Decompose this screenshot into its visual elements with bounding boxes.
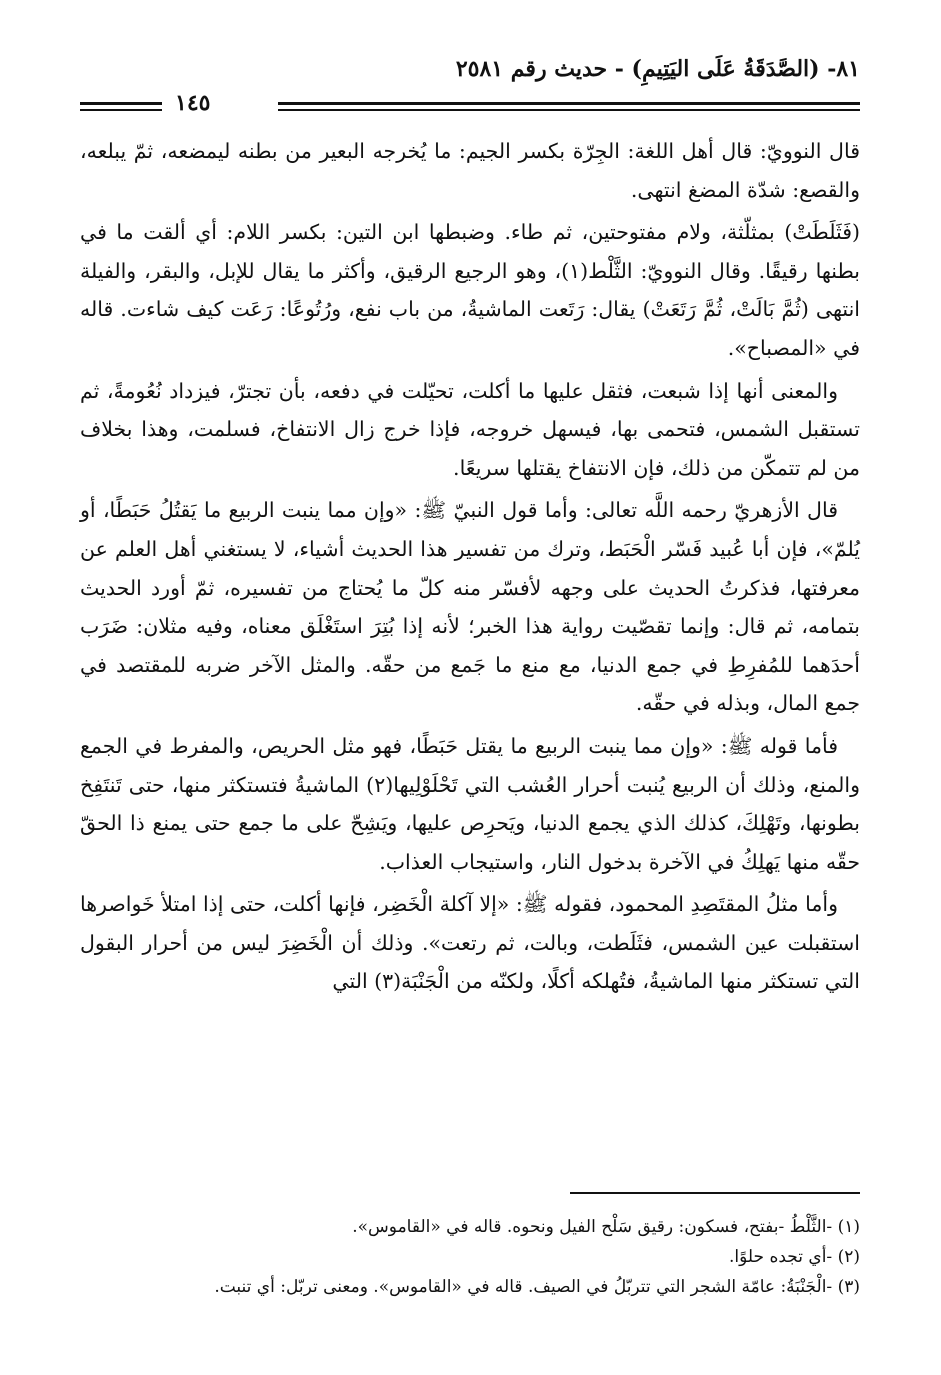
main-text bbox=[80, 132, 860, 1005]
paragraph-3: والمعنى أنها إذا شبعت، فثقل عليها ما أكلت، تحيّلت في دفعه، بأن تجترّ، فيزداد نُعُومةً، ثم تستقبل الشمس، فتحمى بها، فيسهل خروجه، فإذا خرج زال الانتفاخ، فسلمت، وهذا بخلاف من لم تتمكّن من ذلك، فإن الانتفاخ يقتلها سريعًا. bbox=[80, 378, 860, 480]
page-header bbox=[80, 52, 860, 116]
paragraph-1: قال النوويّ: قال أهل اللغة: الجِرّة بكسر الجيم: ما يُخرجه البعير من بطنه ليمضعه، ثمّ يبلعه، والقصع: شدّة المضغ انتهى. bbox=[80, 139, 860, 202]
book-page bbox=[80, 52, 860, 1342]
paragraph-5: فأما قوله ﷺ: «وإن مما ينبت الربيع ما يقتل حَبَطًا، فهو مثل الحريص، والمفرط في الجمع والمنع، وذلك أن الربيع يُنبت أحرار العُشب التي تَحْلَوْلِيها(٢) الماشيةُ فتستكثر منها، حتى تَنتَفِخ بطونها، وتَهْلِكَ، كذلك الذي يجمع الدنيا، ويَحرِص عليها، ويَشِحّ على ما جمع حتى يمنع ذا الحقّ حقّه منها يَهلِكُ في الآخرة بدخول النار، واستيجاب العذاب. bbox=[80, 733, 861, 874]
footnote-2: (٢) -أي تجده حلوًا. bbox=[729, 1247, 860, 1267]
footnote-3: (٣) -الْجَنْبَةُ: عامّة الشجر التي تتربّلُ في الصيف. قاله في «القاموس». ومعنى تربّل: أي تنبت. bbox=[214, 1277, 860, 1297]
header-rule-right bbox=[278, 102, 860, 111]
footnotes bbox=[80, 1212, 860, 1302]
header-rule-left bbox=[80, 102, 162, 111]
running-title: ٨١- (الصَّدَقَةُ عَلَى اليَتِيمِ) - حديث رقم ٢٥٨١ bbox=[455, 56, 860, 82]
page-number: ١٤٥ bbox=[175, 90, 211, 116]
paragraph-6: وأما مثلُ المقتَصِدِ المحمود، فقوله ﷺ: «إلا آكلة الْخَضِر، فإنها أكلت، حتى إذا امتلأ خَواصرها استقبلت عين الشمس، فثَلَطت، وبالت، ثم رتعت». وذلك أن الْخَضِرَ ليس من أحرار البقول التي تستكثر منها الماشيةُ، فتُهلكه أكلًا، ولكنّه من الْجَنْبَة(٣) التي bbox=[80, 892, 860, 994]
paragraph-4: قال الأزهريّ رحمه اللَّه تعالى: وأما قول النبيّ ﷺ: «وإن مما ينبت الربيع ما يَقتُلُ حَبَطًا، أو يُلمّ»، فإن أبا عُبيد فَسّر الْحَبَط، وترك من تفسير هذا الحديث أشياء، لا يستغني أهل العلم عن معرفتها، فذكرتُ الحديث على وجهه لأفسّر منه كلّ ما يُحتاج من تفسيره، ثمّ أورد الحديث بتمامه، ثم قال: وإنما تقصّيت رواية هذا الخبر؛ لأنه إذا بُتِرَ استَغْلَق معناه، وفيه مثلان: ضَرَب أحدَهما للمُفرِطِ في جمع الدنيا، مع منع ما جَمع من حقّه. والمثل الآخر ضربه للمقتصد في جمع المال، وبذله في حقّه. bbox=[80, 498, 860, 716]
footnote-1: (١) -الثَّلْطُ -بفتح، فسكون: رقيق سَلْح الفيل ونحوه. قاله في «القاموس». bbox=[352, 1217, 860, 1237]
paragraph-2: (فَثَلَطَتْ) بمثلّثة، ولام مفتوحتين، ثم طاء. وضبطها ابن التين: بكسر اللام: أي ألقت ما في بطنها رقيقًا. وقال النوويّ: الثَّلْط(١)، وهو الرجيع الرقيق، وأكثر ما يقال للإبل، والبقر، والفيلة انتهى (ثُمَّ بَالَتْ، ثُمَّ رَتَعَتْ) يقال: رَتَعت الماشيةُ، من باب نفع، ورُتُوعًا: رَعَت كيف شاءت. قاله في «المصباح». bbox=[80, 220, 860, 360]
footnote-separator bbox=[570, 1192, 860, 1194]
